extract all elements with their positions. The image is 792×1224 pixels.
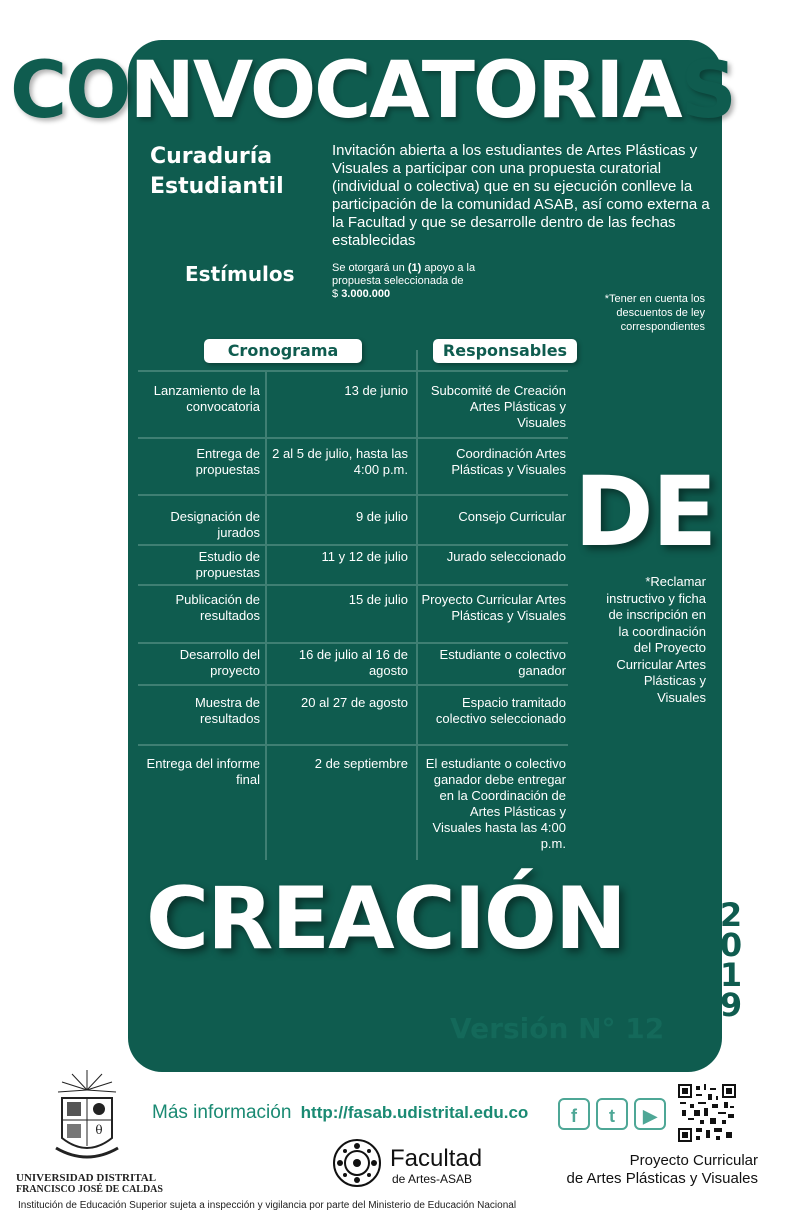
table-row-activity: Estudio de propuestas (195, 549, 260, 580)
table-row-responsible: Jurado seleccionado (446, 549, 566, 564)
program-name: Proyecto Curricular de Artes Plásticas y Visuales (566, 1152, 758, 1187)
table-rule (138, 544, 568, 546)
table-rule (138, 494, 568, 496)
claim-note: *Reclamar instructivo y ficha de inscripción en la coordinación del Proyecto Curricular Artes Plásticas y Visuales (606, 574, 706, 705)
qr-code-icon (678, 1084, 736, 1142)
table-row-activity: Entrega del informe final (146, 756, 260, 787)
table-row-date: 9 de julio (355, 509, 408, 524)
svg-text:θ: θ (95, 1123, 103, 1137)
table-row-date: 2 de septiembre (314, 756, 408, 771)
table-rule (138, 684, 568, 686)
table-row-responsible: Consejo Curricular (458, 509, 566, 524)
table-row-date: 20 al 27 de agosto (301, 695, 408, 710)
description: Invitación abierta a los estudiantes de Artes Plásticas y Visuales a participar con una propuesta curatorial (individual o colectiva) que en su ejecución conlleve la participación de la comunidad ASAB, así como externa a la Facultad y que se desarrolle dentro de las fechas establecidas (332, 142, 710, 249)
table-divider (265, 370, 267, 860)
table-row-responsible: Espacio tramitado colectivo seleccionado (435, 695, 566, 726)
table-row-date: 16 de julio al 16 de agosto (298, 647, 408, 678)
facebook-icon[interactable]: f (558, 1098, 590, 1130)
table-row-responsible: Proyecto Curricular Artes Plásticas y Visuales (421, 592, 566, 623)
table-row-responsible: Coordinación Artes Plásticas y Visuales (451, 446, 566, 477)
table-row-date: 11 y 12 de julio (321, 549, 408, 564)
table-rule (138, 642, 568, 644)
main-title: CONVOCATORIAS (10, 46, 735, 136)
table-row-responsible: Estudiante o colectivo ganador (439, 647, 566, 678)
curaduria-heading: Curaduría Estudiantil (150, 144, 284, 199)
year: 2 0 1 9 (719, 896, 743, 1024)
table-rule (138, 584, 568, 586)
de-word: DE (574, 456, 716, 568)
table-row-date: 15 de julio (348, 592, 408, 607)
tax-note: *Tener en cuenta los descuentos de ley correspondientes (604, 293, 705, 333)
twitter-icon[interactable]: t (596, 1098, 628, 1130)
creacion-word: CREACIÓN (146, 869, 625, 969)
table-row-activity: Muestra de resultados (194, 695, 260, 726)
table-row-activity: Lanzamiento de la convocatoria (153, 383, 260, 414)
table-row-activity: Entrega de propuestas (195, 446, 260, 477)
table-row-responsible: El estudiante o colectivo ganador debe entregar en la Coordinación de Artes Plásticas y Visuales hasta las 4:00 p.m. (425, 756, 566, 851)
faculty-subtitle: de Artes-ASAB (392, 1172, 473, 1186)
table-row-activity: Desarrollo del proyecto (179, 647, 260, 678)
faculty-name: Facultad (390, 1145, 483, 1172)
youtube-icon[interactable]: ▶ (634, 1098, 666, 1130)
table-row-activity: Publicación de resultados (175, 592, 260, 623)
table-row-activity: Designación de jurados (170, 509, 260, 540)
faculty-logo-icon (332, 1138, 382, 1188)
table-row-responsible: Subcomité de Creación Artes Plásticas y Visuales (430, 383, 566, 430)
cronograma-header: Cronograma (204, 339, 362, 363)
university-name: UNIVERSIDAD DISTRITAL FRANCISCO JOSÉ DE CALDAS (16, 1172, 163, 1195)
table-rule (138, 744, 568, 746)
table-rule (138, 370, 568, 372)
table-row-date: 2 al 5 de julio, hasta las 4:00 p.m. (272, 446, 408, 477)
website-link[interactable]: http://fasab.udistrital.edu.co (300, 1103, 529, 1122)
version-label: Versión N° 12 (450, 1012, 665, 1045)
table-row-date: 13 de junio (344, 383, 408, 398)
responsables-header: Responsables (433, 339, 577, 363)
table-rule (138, 437, 568, 439)
estimulos-heading: Estímulos (185, 262, 295, 286)
estimulos-text: Se otorgará un (1) apoyo a la propuesta seleccionada de $ 3.000.000 (332, 262, 476, 300)
more-info: Más información http://fasab.udistrital.edu.co (152, 1102, 529, 1123)
institution-note: Institución de Educación Superior sujeta a inspección y vigilancia por parte del Ministerio de Educación Nacional (18, 1200, 517, 1211)
university-crest-icon (52, 1068, 122, 1168)
